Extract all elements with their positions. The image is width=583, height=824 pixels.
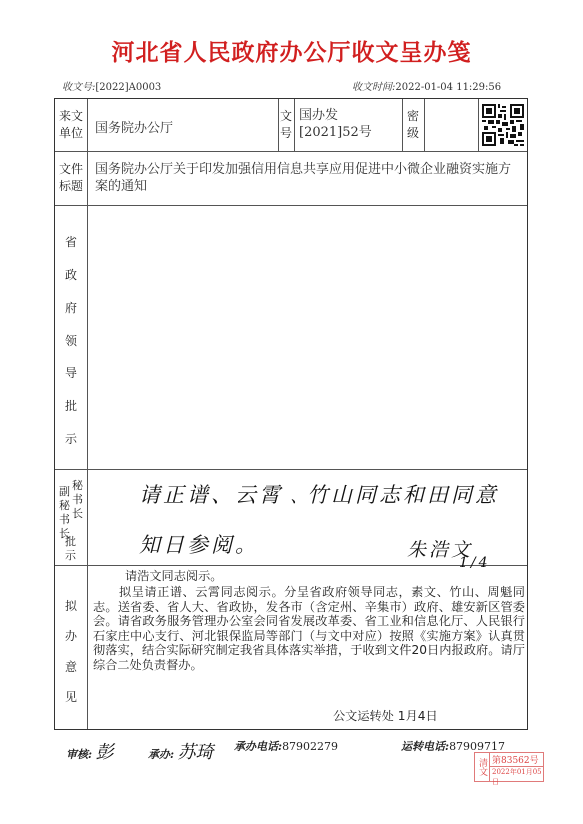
handler-phone-label: 承办电话: [234, 740, 283, 753]
subject-label: 文件标题 [58, 162, 83, 193]
transfer-phone-label: 运转电话: [401, 740, 450, 753]
gov-leader-char: 领 [64, 333, 77, 348]
reviewer-label: 审核: [66, 748, 93, 761]
opinion-char: 意 [64, 659, 77, 674]
opinion-char: 见 [64, 690, 77, 705]
vice-label-char: 副 [59, 485, 70, 498]
receipt-time [352, 78, 501, 93]
gov-leader-char: 示 [64, 432, 77, 447]
receipt-number-label: 收文号: [62, 82, 96, 93]
opinion-first-line: 请浩文同志阅示。 [125, 569, 223, 583]
doc-number-line2: [2021]52号 [299, 125, 372, 140]
receipt-number [62, 78, 161, 93]
receipt-time-label: 收文时间: [352, 82, 396, 93]
handler-label: 承办: [148, 748, 175, 761]
gov-leader-char: 导 [64, 366, 77, 381]
vice-label-char: 秘 [59, 499, 70, 512]
vice-label-char: 书 [59, 513, 70, 526]
doc-number-line1: 国办发 [299, 108, 339, 123]
receipt-number-value: [2022]A0003 [95, 82, 162, 93]
gov-leader-char: 省 [64, 234, 77, 249]
vice-label-char: 长 [59, 527, 70, 540]
handwritten-instruction-line2: 知日参阅。 [139, 533, 259, 557]
doc-number-value [299, 107, 403, 141]
secret-level-label: 密级 [406, 109, 419, 140]
handler-phone [234, 738, 338, 754]
routing-form [54, 98, 528, 730]
handwritten-date: 1/4 [459, 555, 491, 571]
gov-leader-char: 政 [64, 267, 77, 282]
proposed-opinion-label [55, 583, 87, 719]
source-unit-value: 国务院办公厅 [95, 121, 174, 136]
handler [148, 738, 214, 764]
transfer-phone-value: 87909717 [449, 740, 506, 753]
receipt-stamp [474, 752, 544, 786]
handwritten-signature: 朱浩文 [407, 539, 474, 561]
vice-label-char: 秘 [72, 479, 83, 492]
source-unit-label: 来文单位 [58, 109, 83, 140]
handler-phone-value: 87902279 [282, 740, 339, 753]
stamp-number: 第83562号 [490, 753, 543, 767]
gov-leader-instructions-label [55, 217, 87, 463]
document-title: 河北省人民政府办公厅收文呈办笺 [111, 39, 472, 66]
opinion-char: 拟 [64, 598, 77, 613]
stamp-char: 清文 [475, 753, 490, 781]
stamp-date: 2022年01月05日 [492, 768, 542, 786]
gov-leader-char: 批 [64, 399, 77, 414]
reviewer [66, 738, 114, 764]
opinion-char: 办 [64, 629, 77, 644]
vice-label-char: 长 [72, 507, 83, 520]
gov-leader-char: 府 [64, 300, 77, 315]
opinion-body: 拟呈请正谱、云霄同志阅示。分呈省政府领导同志，素文、竹山、周魁同志。送省委、省人大、省政协，发各市（含定州、辛集市）政府、雄安新区管委会。请省政务服务管理办公室会同省发展改革委、省工业和信息化厅、人民银行石家庄中心支行、河北银保监局等部门（与文中对应）按照《实施方案》认真贯彻落实，结合实际研究制定我省具体落实举措，于收到文件20日内报政府。请厅综合二处负责督办。 [93, 585, 525, 672]
vice-secretary-label [55, 475, 87, 561]
opinion-signoff: 公文运转处 1月4日 [333, 709, 438, 723]
vice-label-char: 批 [65, 535, 76, 548]
reviewer-signature: 彭 [95, 742, 114, 763]
vice-label-char: 书 [72, 493, 83, 506]
vice-label-char: 示 [65, 549, 76, 562]
receipt-time-value: 2022-01-04 11:29:56 [395, 82, 502, 93]
subject-value: 国务院办公厅关于印发加强信用信息共享应用促进中小微企业融资实施方案的通知 [95, 162, 512, 194]
handwritten-instruction-line1: 请正谱、云霄﹑竹山同志和田同意 [139, 483, 499, 507]
handler-signature: 苏琦 [177, 742, 214, 763]
doc-number-label: 文号 [279, 109, 292, 140]
qr-code-icon [482, 104, 524, 146]
gov-leader-instructions-area [88, 206, 528, 468]
